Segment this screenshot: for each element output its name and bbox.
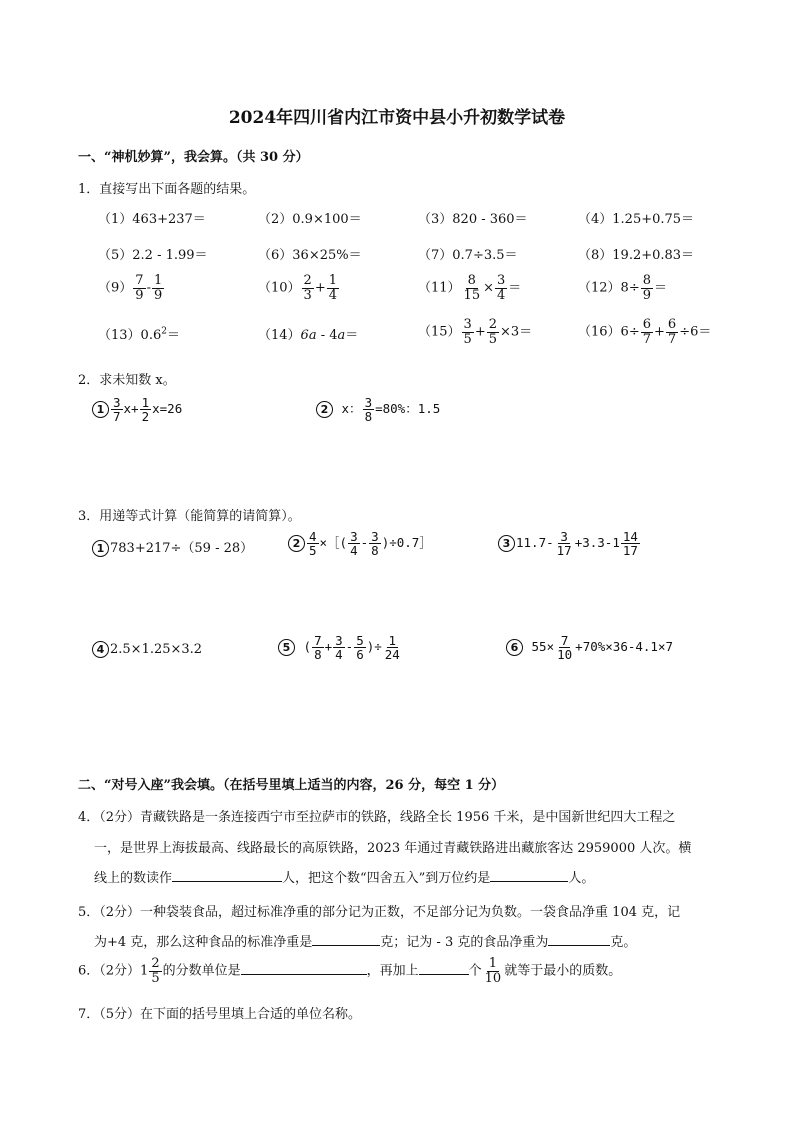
q2-equation-2: 2 x： $\frac{3}{8}$ =80%：1.5 [316, 396, 440, 423]
q3-calc-4: 4 2.5×1.25×3.2 [92, 641, 202, 658]
q4-line-1: 4．（2分）青藏铁路是一条连接西宁市至拉萨市的铁路，线路全长 1956 千米，是中国新世纪四大工程之 [78, 810, 676, 825]
q4-line-2: 一，是世界上海拔最高、线路最长的高原铁路，2023 年通过青藏铁路进出藏旅客达 2959000 人次。横 [94, 841, 692, 856]
q1-item-3: （3）820 - 360＝ [418, 212, 528, 227]
q6-line: 6．（2分）1 $\frac{2}{5}$ 的分数单位是 ，再加上 个 $\frac{1}{10}$ 就等于最小的质数。 [78, 956, 622, 986]
q3-calc-5: 5 ( $\frac{7}{8}$ + $\frac{3}{4}$ - $\frac{5}{6}$ )÷ $\frac{1}{24}$ [278, 634, 403, 661]
q1-item-5: （5）2.2 - 1.99＝ [98, 248, 208, 263]
q1-item-15: （15） $\frac{3}{5}$ + $\frac{2}{5}$ ×3＝ [418, 317, 533, 347]
circled-number-2: 2 [316, 401, 333, 418]
q1-item-16: （16）6÷ $\frac{6}{7}$ + $\frac{6}{7}$ ÷6＝ [578, 317, 712, 347]
q1-item-2: （2）0.9×100＝ [258, 212, 362, 227]
answer-blank[interactable] [419, 962, 469, 975]
q1-item-14: （14）6a - 4a＝ [258, 328, 359, 343]
circled-number-6: 6 [506, 639, 523, 656]
circled-number-4: 4 [92, 641, 109, 658]
q7-stem: 7．（5分）在下面的括号里填上合适的单位名称。 [78, 1007, 362, 1022]
answer-blank[interactable] [172, 869, 282, 882]
q1-item-10: （10） $\frac{2}{3}$ + $\frac{1}{4}$ [258, 273, 338, 303]
answer-blank[interactable] [548, 933, 610, 946]
circled-number-3: 3 [498, 535, 515, 552]
q4-line-3: 线上的数读作 人，把这个数“四舍五入”到万位约是 人。 [94, 871, 595, 886]
section-1-heading: 一、“神机妙算”，我会算。（共 30 分） [78, 150, 309, 165]
answer-blank[interactable] [241, 962, 367, 975]
q1-item-9: （9） $\frac{7}{9}$ - $\frac{1}{9}$ [98, 273, 163, 303]
q3-stem: 3．用递等式计算（能简算的请简算）。 [78, 509, 301, 524]
q1-stem: 1．直接写出下面各题的结果。 [78, 182, 256, 197]
q5-line-2: 为+4 克，那么这种食品的标准净重是 克；记为 - 3 克的食品净重为 克。 [94, 935, 637, 950]
q3-calc-3: 3 11.7- $\frac{3}{17}$ +3.3-1 $\frac{14}{17}$ [498, 530, 641, 557]
q1-item-13: $(13)0.6^2=$ [98, 326, 180, 343]
circled-number-5: 5 [278, 639, 295, 656]
q3-calc-1: 1 783+217÷（59 - 28） [92, 537, 253, 557]
circled-number-2: 2 [288, 535, 305, 552]
q1-item-4: （4）1.25+0.75＝ [578, 212, 695, 227]
q1-item-7: （7）0.7÷3.5＝ [418, 248, 518, 263]
q5-line-1: 5．（2分）一种袋装食品，超过标准净重的部分记为正数，不足部分记为负数。一袋食品净重 104 克，记 [78, 905, 681, 920]
q2-equation-1: 1 $\frac{3}{7}$ x+ $\frac{1}{2}$ x=26 [92, 396, 182, 423]
page-title: 2024年四川省内江市资中县小升初数学试卷 [228, 108, 566, 128]
section-2-heading: 二、“对号入座”我会填。（在括号里填上适当的内容，26 分，每空 1 分） [78, 778, 505, 793]
q1-item-11: （11） $\frac{8}{15}$ × $\frac{3}{4}$ ＝ [418, 273, 522, 303]
q2-stem: 2．求未知数 x。 [78, 373, 176, 388]
answer-blank[interactable] [312, 933, 380, 946]
circled-number-1: 1 [92, 540, 109, 557]
q1-item-1: （1）463+237＝ [98, 212, 206, 227]
q1-item-12: （12）8÷ $\frac{8}{9}$ ＝ [578, 273, 668, 303]
q3-calc-2: 2 $\frac{4}{5}$ ×［( $\frac{3}{4}$ - $\frac{3}{8}$ )÷0.7］ [288, 530, 432, 557]
q3-calc-6: 6 55× $\frac{7}{10}$ +70%×36-4.1×7 [506, 634, 673, 661]
circled-number-1: 1 [92, 401, 109, 418]
q1-item-6: （6）36×25%＝ [258, 248, 362, 263]
q1-item-8: （8）19.2+0.83＝ [578, 248, 695, 263]
answer-blank[interactable] [490, 869, 568, 882]
